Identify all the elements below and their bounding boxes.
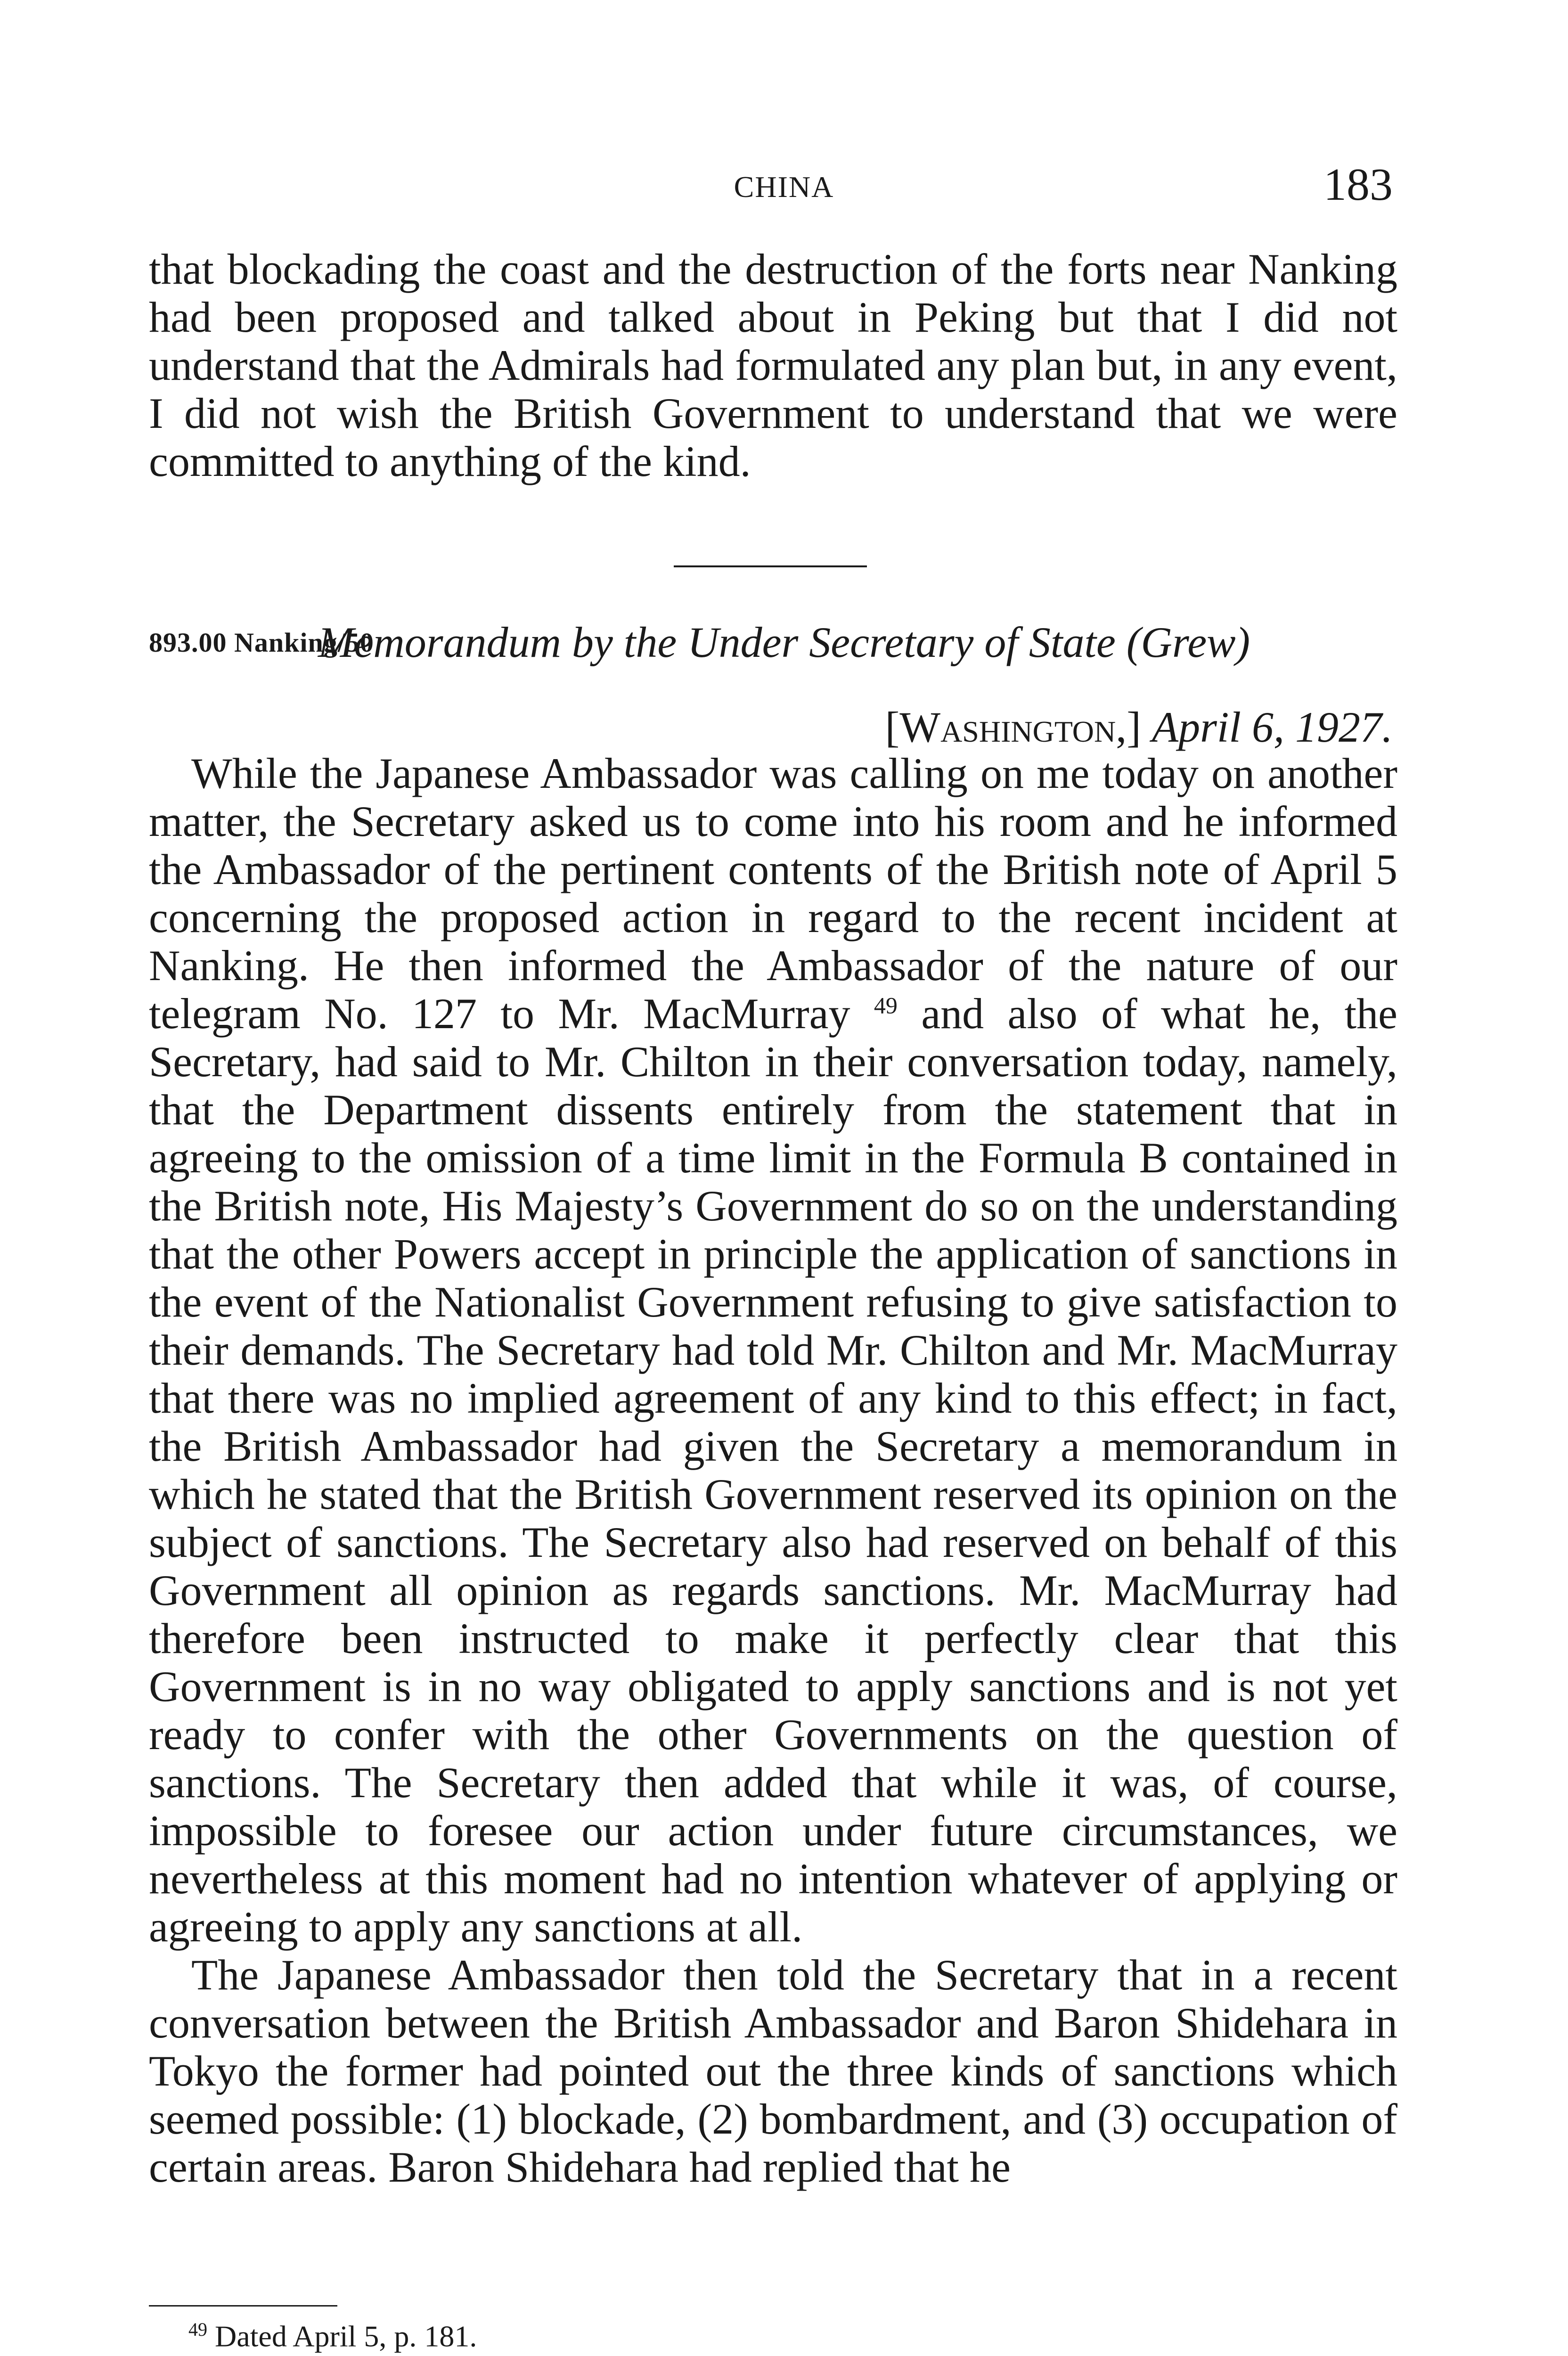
paragraph-1-part-2: and also of what he, the Secretary, had said to Mr. Chilton in their conversation today, namely, that the Department dissents entirely from the statement that in agreeing to the omission of a time limit in the Formula B contained in the British note, His Majesty’s Government do so on the understanding that the other Powers accept in principle the application of sanctions in the event of the Nationalist Government refusing to give satisfaction to their demands. The Secretary had told Mr. Chilton and Mr. MacMurray that there was no implied agreement of any kind to this effect; in fact, the British Ambassador had given the Secretary a memorandum in which he stated that the British Government reserved its opinion on the subject of sanctions. The Secretary also had reserved on behalf of this Government all opinion as regards sanctions. Mr. MacMurray had therefore been instructed to make it perfectly clear that this Government is in no way obligated to apply sanctions and is not yet ready to confer with the other Governments on the question of sanctions. The Secretary then added that while it was, of course, impossible to foresee our action under future circumstances, we nevertheless at this moment had no intention whatever of applying or agreeing to apply any sanctions at all. [149,990,1397,1951]
document-title: Memorandum by the Under Secretary of State (Grew) [318,618,1250,666]
dateline-date: April 6, 1927. [1152,703,1393,751]
footnote-mark: 49 [188,2319,207,2340]
intro-paragraph: that blockading the coast and the destruction of the forts near Nanking had been proposed and talked about in Peking but that I did not understand that the Admirals had formulated any plan but, in any event, I did not wish the British Government to understand that we were committed to anything of the kind. [149,245,1397,485]
running-title: CHINA [734,170,834,204]
paragraph-1-part-1: While the Japanese Ambassador was calling on me today on another matter, the Secretary asked us to come into his room and he informed the Ambassador of the pertinent contents of the British note of April 5 concerning the proposed action in regard to the recent incident at Nanking. He then informed the Ambassador of the nature of our telegram No. 127 to Mr. MacMurray [149,749,1397,1038]
page-number: 183 [1323,159,1393,210]
footnote-divider [149,2305,337,2307]
footnote-reference: 49 [874,992,898,1019]
paragraph-1 [149,749,1397,1951]
dateline-place: [Washington,] [885,703,1141,751]
section-divider [674,565,867,567]
file-reference: 893.00 Nanking/50 [149,627,374,658]
dateline [885,702,1393,752]
footnote [188,2318,477,2354]
paragraph-2: The Japanese Ambassador then told the Secretary that in a recent conversation between the British Ambassador and Baron Shidehara in Tokyo the former had pointed out the three kinds of sanctions which seemed possible: (1) blockade, (2) bombardment, and (3) occupation of certain areas. Baron Shidehara had replied that he [149,1951,1397,2191]
footnote-text: Dated April 5, p. 181. [215,2319,477,2353]
